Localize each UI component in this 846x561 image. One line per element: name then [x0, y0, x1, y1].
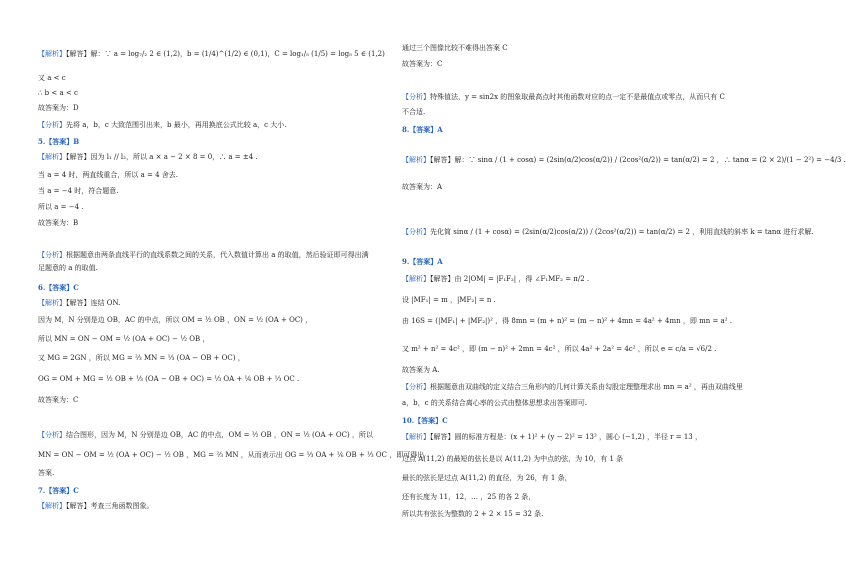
line-text: 【解答】解：∵ a = log₇/₂ 2 ∈ (1,2)，b = (1/4)^(1/2) ∈ (0,1)，C = log₁/₅ (1/5) = log₅ 5 ∈ (1,2) [66, 50, 385, 58]
text-line [38, 375, 299, 384]
text-line [402, 433, 702, 442]
text-line [402, 317, 732, 326]
section-tag: 【分析】 [402, 383, 430, 391]
text-line [402, 510, 543, 519]
section-tag: 【解析】 [38, 299, 66, 307]
text-line [38, 354, 245, 363]
text-line [38, 264, 98, 273]
line-text: OG = OM + MG = ½ OB + ⅓ (OA − OB + OC) = ⅓ OA + ⅙ OB + ⅓ OC . [38, 375, 300, 383]
section-tag: 【分析】 [38, 121, 66, 129]
text-line [402, 455, 623, 464]
text-line [38, 299, 120, 308]
text-line [402, 474, 572, 483]
answer-heading [402, 125, 443, 135]
text-line [38, 219, 78, 228]
line-text: 结合图形，因为 M，N 分别是边 OB，AC 的中点，OM = ½ OB ，ON = ½ (OA + OC) ，所以 [66, 431, 373, 439]
line-text: 故答案为：A [402, 183, 443, 191]
answer-heading [402, 257, 443, 267]
text-line [402, 383, 743, 392]
line-text: a，b，c 的关系结合离心率的公式由整体思想求出答案即可. [402, 399, 588, 407]
section-tag: 【分析】 [402, 93, 430, 101]
line-text: 故答案为 A. [402, 366, 440, 374]
line-text: 【解答】圆的标准方程是：(x + 1)² + (y − 2)² = 13² ，圆心 (−1,2) ，半径 r = 13 ， [430, 433, 702, 441]
text-line [38, 171, 178, 180]
line-text: 【解答】解：∵ sinα / (1 + cosα) = (2sin(α/2)cos(α/2)) / (2cos²(α/2)) = tan(α/2) = 2 ，∴ tanα = (2 × 2)/(1 − 2²) = −4/3 . [430, 156, 846, 164]
text-line [402, 345, 716, 354]
line-text: 【解答】考查三角函数图象。 [66, 502, 154, 510]
line-text: 所以 a = −4 . [38, 203, 84, 211]
answer-heading [402, 416, 448, 426]
line-text: 特殊值法，y = sin2x 的图象取最高点时其他函数对应的点一定不是最值点或零点，从而只有 C [430, 93, 725, 101]
line-text: 当 a = −4 时，符合题意. [38, 187, 119, 195]
line-text: 设 |MF₁| = m ，|MF₂| = n . [402, 296, 496, 304]
line-text: 根据题意由两条直线平行的直线系数之间的关系，代入数值计算出 a 的取值，然后验证即可得出满 [66, 251, 369, 259]
text-line [38, 316, 312, 325]
line-text: 又 m² + n² = 4c² ，即 (m − n)² + 2mn = 4c² ，所以 4a² + 2a² = 4c² ，所以 e = c/a = √6/2 . [402, 345, 717, 353]
text-line [402, 493, 535, 502]
text-line [402, 183, 442, 192]
text-line [38, 469, 54, 478]
line-text: 【解答】因为 l₁ // l₂，所以 a × a − 2 × 8 = 0，∴ a = ±4 . [66, 153, 258, 161]
line-text: 又 MG = 2GN ，所以 MG = ⅔ MN = ⅓ (OA − OB + OC) ， [38, 354, 245, 362]
line-text: 通过三个图像比较不难得出答案 C [402, 44, 508, 52]
line-text: 答案. [38, 469, 55, 477]
text-line [38, 121, 287, 130]
answer-label: 6.【答案】C [38, 283, 79, 292]
section-tag: 【解析】 [402, 275, 430, 283]
line-text: 先将 a，b，c 大致范围引出来，b 最小，再用换底公式比较 a，c 大小. [66, 121, 287, 129]
answer-heading [38, 137, 79, 147]
right-column [402, 0, 846, 561]
text-line [38, 396, 78, 405]
line-text: 足题意的 a 的取值. [38, 264, 98, 272]
line-text: 又 a < c [38, 74, 66, 82]
line-text: 因为 M，N 分别是边 OB，AC 的中点，所以 OM = ½ OB ，ON = ½ (OA + OC) ， [38, 316, 313, 324]
text-line [38, 451, 424, 460]
text-line [38, 431, 373, 440]
answer-label: 8.【答案】A [402, 125, 443, 134]
section-tag: 【分析】 [38, 431, 66, 439]
text-line [402, 156, 846, 165]
text-line [38, 187, 118, 196]
section-tag: 【解析】 [38, 50, 66, 58]
text-line [38, 153, 258, 162]
line-text: MN = ON − OM = ½ (OA + OC) − ½ OB ，MG = ⅔ MN ，从而表示出 OG = ⅓ OA + ⅙ OB + ⅓ OC ，即可得出 [38, 451, 425, 459]
text-line [38, 104, 79, 113]
text-line [402, 399, 587, 408]
line-text: 故答案为：B [38, 219, 79, 227]
text-line [402, 44, 508, 53]
text-line [402, 60, 442, 69]
text-line [38, 502, 154, 511]
line-text: 【解答】由 2|OM| = |F₁F₂| ，得 ∠F₁MF₂ = π/2 . [430, 275, 590, 283]
line-text: 由 16S = (|MF₁| + |MF₂|)² ，得 8mn = (m + n)² = (m − n)² + 4mn = 4a² + 4mn ，即 mn = a² . [402, 317, 732, 325]
text-line [38, 335, 209, 344]
line-text: 故答案为：D [38, 104, 79, 112]
text-line [402, 275, 589, 284]
answer-heading [38, 486, 79, 496]
line-text: ∴ b < a < c [38, 89, 78, 97]
text-line [38, 50, 385, 59]
answer-label: 5.【答案】B [38, 137, 80, 146]
text-line [402, 108, 425, 117]
text-line [402, 366, 440, 375]
text-line [38, 203, 83, 212]
text-line [402, 93, 725, 102]
line-text: 最长的弦长是过点 A(11,2) 的直径，为 26，有 1 条， [402, 474, 572, 482]
line-text: 故答案为：C [402, 60, 443, 68]
line-text: 所以 MN = ON − OM = ½ (OA + OC) − ½ OB ， [38, 335, 210, 343]
line-text: 还有长度为 11，12，… ，25 的各 2 条， [402, 493, 536, 501]
text-line [402, 228, 814, 237]
line-text: 根据题意由双曲线的定义结合三角形内的几何计算关系由勾股定理整理求出 mn = a² ，再由双曲线里 [430, 383, 743, 391]
text-line [38, 74, 66, 83]
line-text: 故答案为：C [38, 396, 79, 404]
section-tag: 【解析】 [38, 153, 66, 161]
line-text: 先化简 sinα / (1 + cosα) = (2sin(α/2)cos(α/2)) / (2cos²(α/2)) = tan(α/2) = 2 ，利用直线的斜率 k = tanα 进行求解. [430, 228, 814, 236]
line-text: 当 a = 4 时，两直线重合，所以 a = 4 舍去. [38, 171, 179, 179]
section-tag: 【解析】 [402, 156, 430, 164]
line-text: 所以共有弦长为整数的 2 + 2 × 15 = 32 条. [402, 510, 544, 518]
answer-label: 10.【答案】C [402, 416, 448, 425]
text-line [402, 296, 496, 305]
answer-label: 9.【答案】A [402, 257, 443, 266]
answer-label: 7.【答案】C [38, 486, 79, 495]
line-text: 不合适. [402, 108, 426, 116]
section-tag: 【解析】 [38, 502, 66, 510]
answer-heading [38, 283, 79, 293]
line-text: 过点 A(11,2) 的最短的弦长是以 A(11,2) 为中点的弦，为 10，有 1 条 [402, 455, 624, 463]
section-tag: 【解析】 [402, 433, 430, 441]
line-text: 【解答】连结 ON. [66, 299, 121, 307]
section-tag: 【分析】 [38, 251, 66, 259]
text-line [38, 89, 78, 98]
text-line [38, 251, 369, 260]
section-tag: 【分析】 [402, 228, 430, 236]
